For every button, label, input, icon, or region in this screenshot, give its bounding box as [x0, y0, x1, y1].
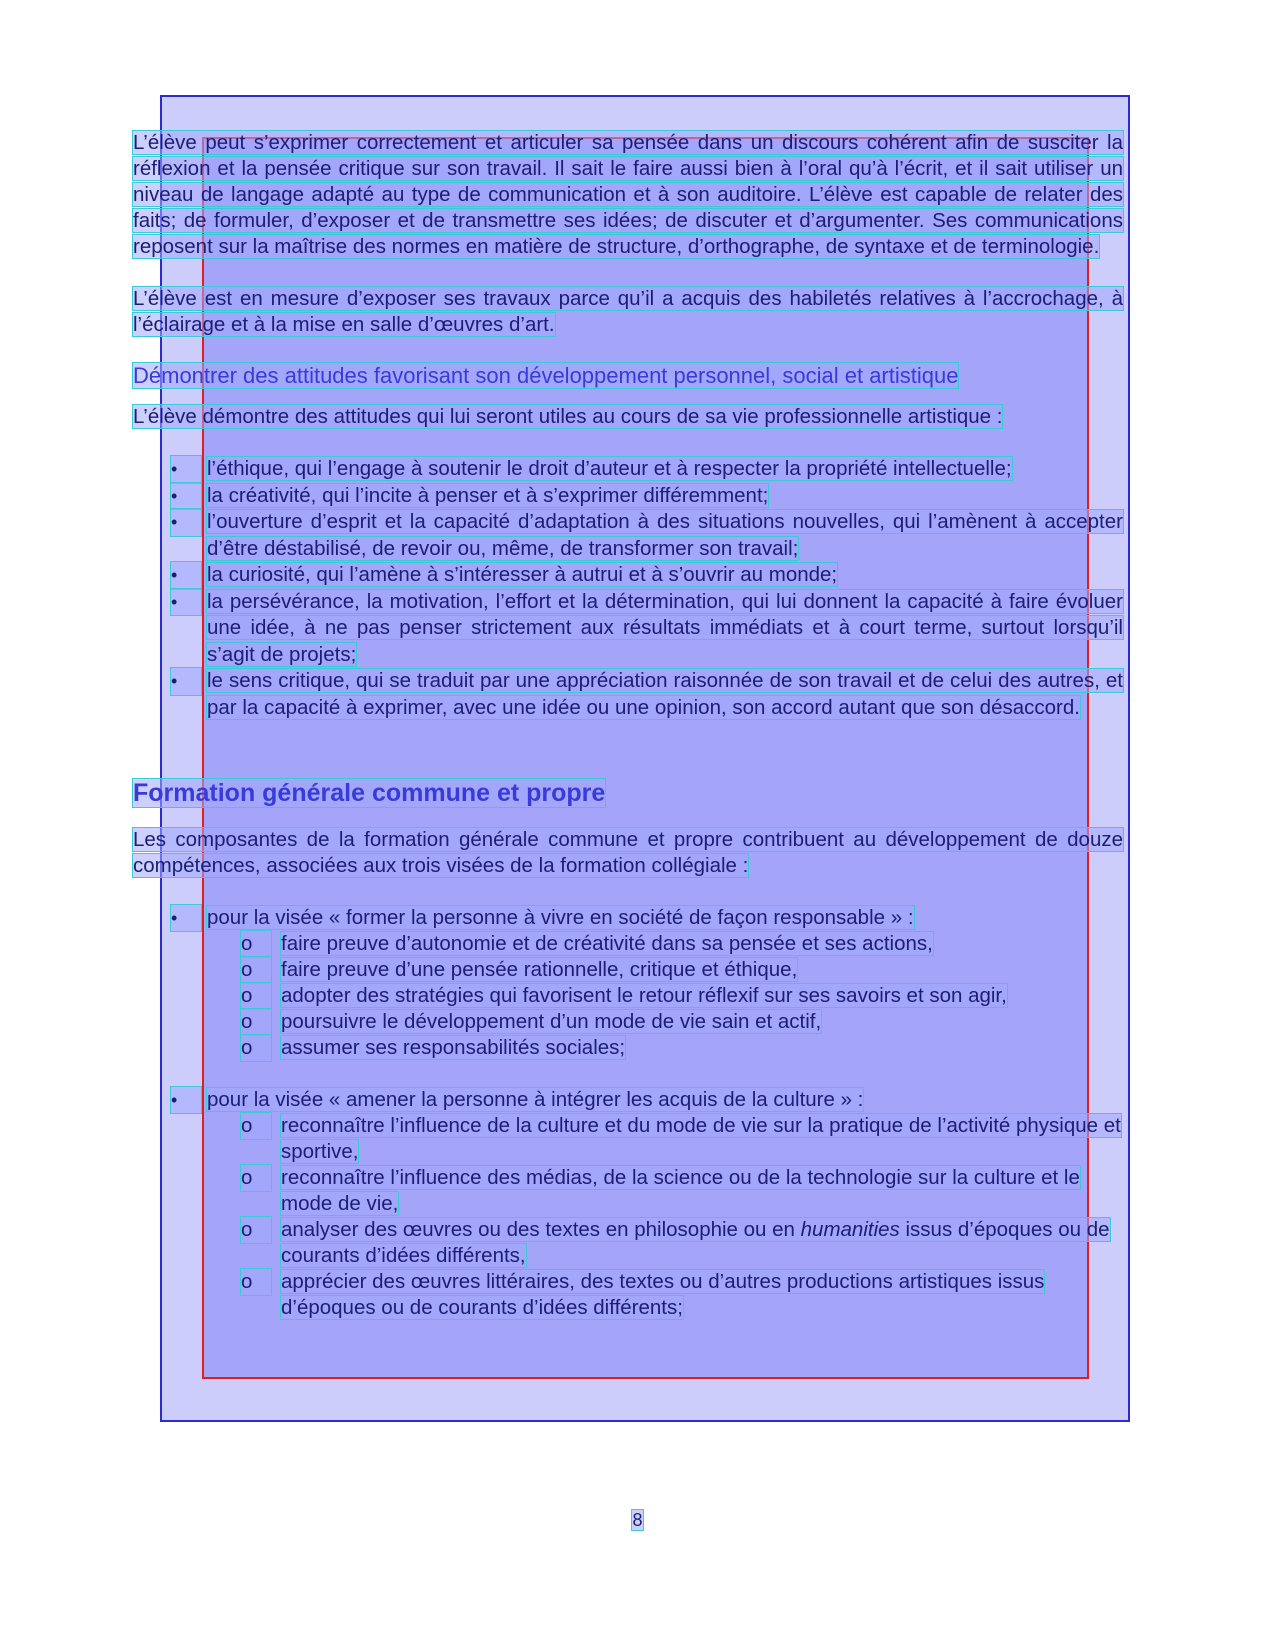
sub-list-item-text: reconnaître l’influence des médias, de la science ou de la technologie sur la culture et le mode de vie, — [281, 1166, 1080, 1215]
sub-list-item-text — [281, 1218, 1110, 1267]
goal-group — [133, 905, 1123, 1061]
sub-list-item-text: apprécier des œuvres littéraires, des textes ou d’autres productions artistiques issus d’époques ou de courants d’idées différents; — [281, 1270, 1045, 1319]
list-item — [133, 589, 1123, 669]
attitudes-intro — [133, 404, 1123, 430]
formation-goals-list — [133, 905, 1123, 1321]
formation-heading — [133, 777, 1123, 809]
sub-list-item — [133, 1009, 1123, 1035]
sub-bullet-glyph: o — [241, 931, 271, 957]
list-item-text: la persévérance, la motivation, l’effort et la détermination, qui lui donnent la capacité à faire évoluer une idée, à ne pas penser strictement aux résultats immédiats et à court terme, surtout lorsqu’il s’agit de projets; — [207, 589, 1123, 666]
attitudes-heading-text: Démontrer des attitudes favorisant son développement personnel, social et artistique — [133, 363, 959, 388]
paragraph-communication — [133, 130, 1123, 260]
sub-bullet-glyph: o — [241, 957, 271, 983]
goal-group-label: pour la visée « former la personne à vivre en société de façon responsable » : — [207, 906, 914, 929]
paragraph-communication-text: L’élève peut s’exprimer correctement et articuler sa pensée dans un discours cohérent afin de susciter la réflexion et la pensée critique sur son travail. Il sait le faire aussi bien à l’oral qu’à l’écrit, et il sait utiliser un niveau de langage adapté au type de communication et à son auditoire. L’élève est capable de relater des faits; de formuler, d’exposer et de transmettre ses idées; de discuter et d’argumenter. Ses communications reposent sur la maîtrise des normes en matière de structure, d’orthographe, de syntaxe et de terminologie. — [133, 131, 1123, 258]
goal-sub-list — [207, 931, 1123, 1061]
sub-list-item-text-start: analyser des œuvres ou des textes en philosophie ou en — [281, 1218, 801, 1241]
bullet-glyph: • — [171, 509, 201, 536]
list-item — [133, 456, 1123, 483]
bullet-glyph: • — [171, 483, 201, 510]
sub-list-item — [133, 1269, 1123, 1321]
page-content — [133, 130, 1123, 1321]
sub-list-item-text-end: issus d’époques ou de courants d’idées différents, — [281, 1218, 1110, 1267]
sub-bullet-glyph: o — [241, 1113, 271, 1139]
sub-list-item-text: faire preuve d’une pensée rationnelle, critique et éthique, — [281, 958, 798, 981]
page-number — [0, 1510, 1275, 1531]
sub-list-item — [133, 1165, 1123, 1217]
formation-heading-text: Formation générale commune et propre — [133, 779, 606, 807]
bullet-glyph: • — [171, 456, 201, 483]
attitudes-heading — [133, 362, 1123, 390]
goal-group — [133, 1087, 1123, 1321]
sub-list-item — [133, 1217, 1123, 1269]
list-item-text: le sens critique, qui se traduit par une appréciation raisonnée de son travail et de celui des autres, et par la capacité à exprimer, avec une idée ou une opinion, son accord autant que son désaccord. — [207, 669, 1123, 719]
list-item-text: l’ouverture d’esprit et la capacité d’adaptation à des situations nouvelles, qui l’amènent à accepter d’être déstabilisé, de revoir ou, même, de transformer son travail; — [207, 510, 1123, 560]
list-item-text: l’éthique, qui l’engage à soutenir le droit d’auteur et à respecter la propriété intellectuelle; — [207, 457, 1012, 480]
list-item — [133, 509, 1123, 562]
list-item-text: la curiosité, qui l’amène à s’intéresser à autrui et à s’ouvrir au monde; — [207, 563, 838, 586]
formation-intro — [133, 827, 1123, 879]
formation-intro-text: Les composantes de la formation générale commune et propre contribuent au développement de douze compétences, associées aux trois visées de la formation collégiale : — [133, 828, 1123, 877]
paragraph-exhibition — [133, 286, 1123, 338]
sub-list-item — [133, 1113, 1123, 1165]
sub-bullet-glyph: o — [241, 1035, 271, 1061]
sub-list-item-text: assumer ses responsabilités sociales; — [281, 1036, 626, 1059]
sub-bullet-glyph: o — [241, 1269, 271, 1295]
sub-list-item — [133, 983, 1123, 1009]
sub-list-item-text: faire preuve d’autonomie et de créativité dans sa pensée et ses actions, — [281, 932, 933, 955]
sub-bullet-glyph: o — [241, 1009, 271, 1035]
sub-list-item — [133, 931, 1123, 957]
list-item — [133, 562, 1123, 589]
bullet-glyph: • — [171, 1087, 201, 1113]
bullet-glyph: • — [171, 905, 201, 931]
sub-bullet-glyph: o — [241, 983, 271, 1009]
attitudes-intro-text: L’élève démontre des attitudes qui lui seront utiles au cours de sa vie professionnelle artistique : — [133, 405, 1003, 428]
bullet-glyph: • — [171, 589, 201, 616]
list-item — [133, 483, 1123, 510]
sub-list-item-text: adopter des stratégies qui favorisent le retour réflexif sur ses savoirs et son agir, — [281, 984, 1007, 1007]
page-number-text: 8 — [632, 1510, 643, 1530]
sub-list-item — [133, 1035, 1123, 1061]
italic-term: humanities — [800, 1218, 900, 1241]
attitudes-list — [133, 456, 1123, 721]
paragraph-exhibition-text: L’élève est en mesure d’exposer ses travaux parce qu’il a acquis des habiletés relatives à l’accrochage, à l’éclairage et à la mise en salle d’œuvres d’art. — [133, 287, 1123, 336]
goal-sub-list — [207, 1113, 1123, 1321]
goal-group-label: pour la visée « amener la personne à intégrer les acquis de la culture » : — [207, 1088, 864, 1111]
sub-list-item — [133, 957, 1123, 983]
sub-list-item-text: reconnaître l’influence de la culture et du mode de vie sur la pratique de l’activité physique et sportive, — [281, 1114, 1121, 1163]
list-item — [133, 668, 1123, 721]
sub-bullet-glyph: o — [241, 1165, 271, 1191]
bullet-glyph: • — [171, 668, 201, 695]
bullet-glyph: • — [171, 562, 201, 589]
list-item-text: la créativité, qui l’incite à penser et à s’exprimer différemment; — [207, 483, 769, 507]
sub-list-item-text: poursuivre le développement d’un mode de vie sain et actif, — [281, 1010, 822, 1033]
sub-bullet-glyph: o — [241, 1217, 271, 1243]
